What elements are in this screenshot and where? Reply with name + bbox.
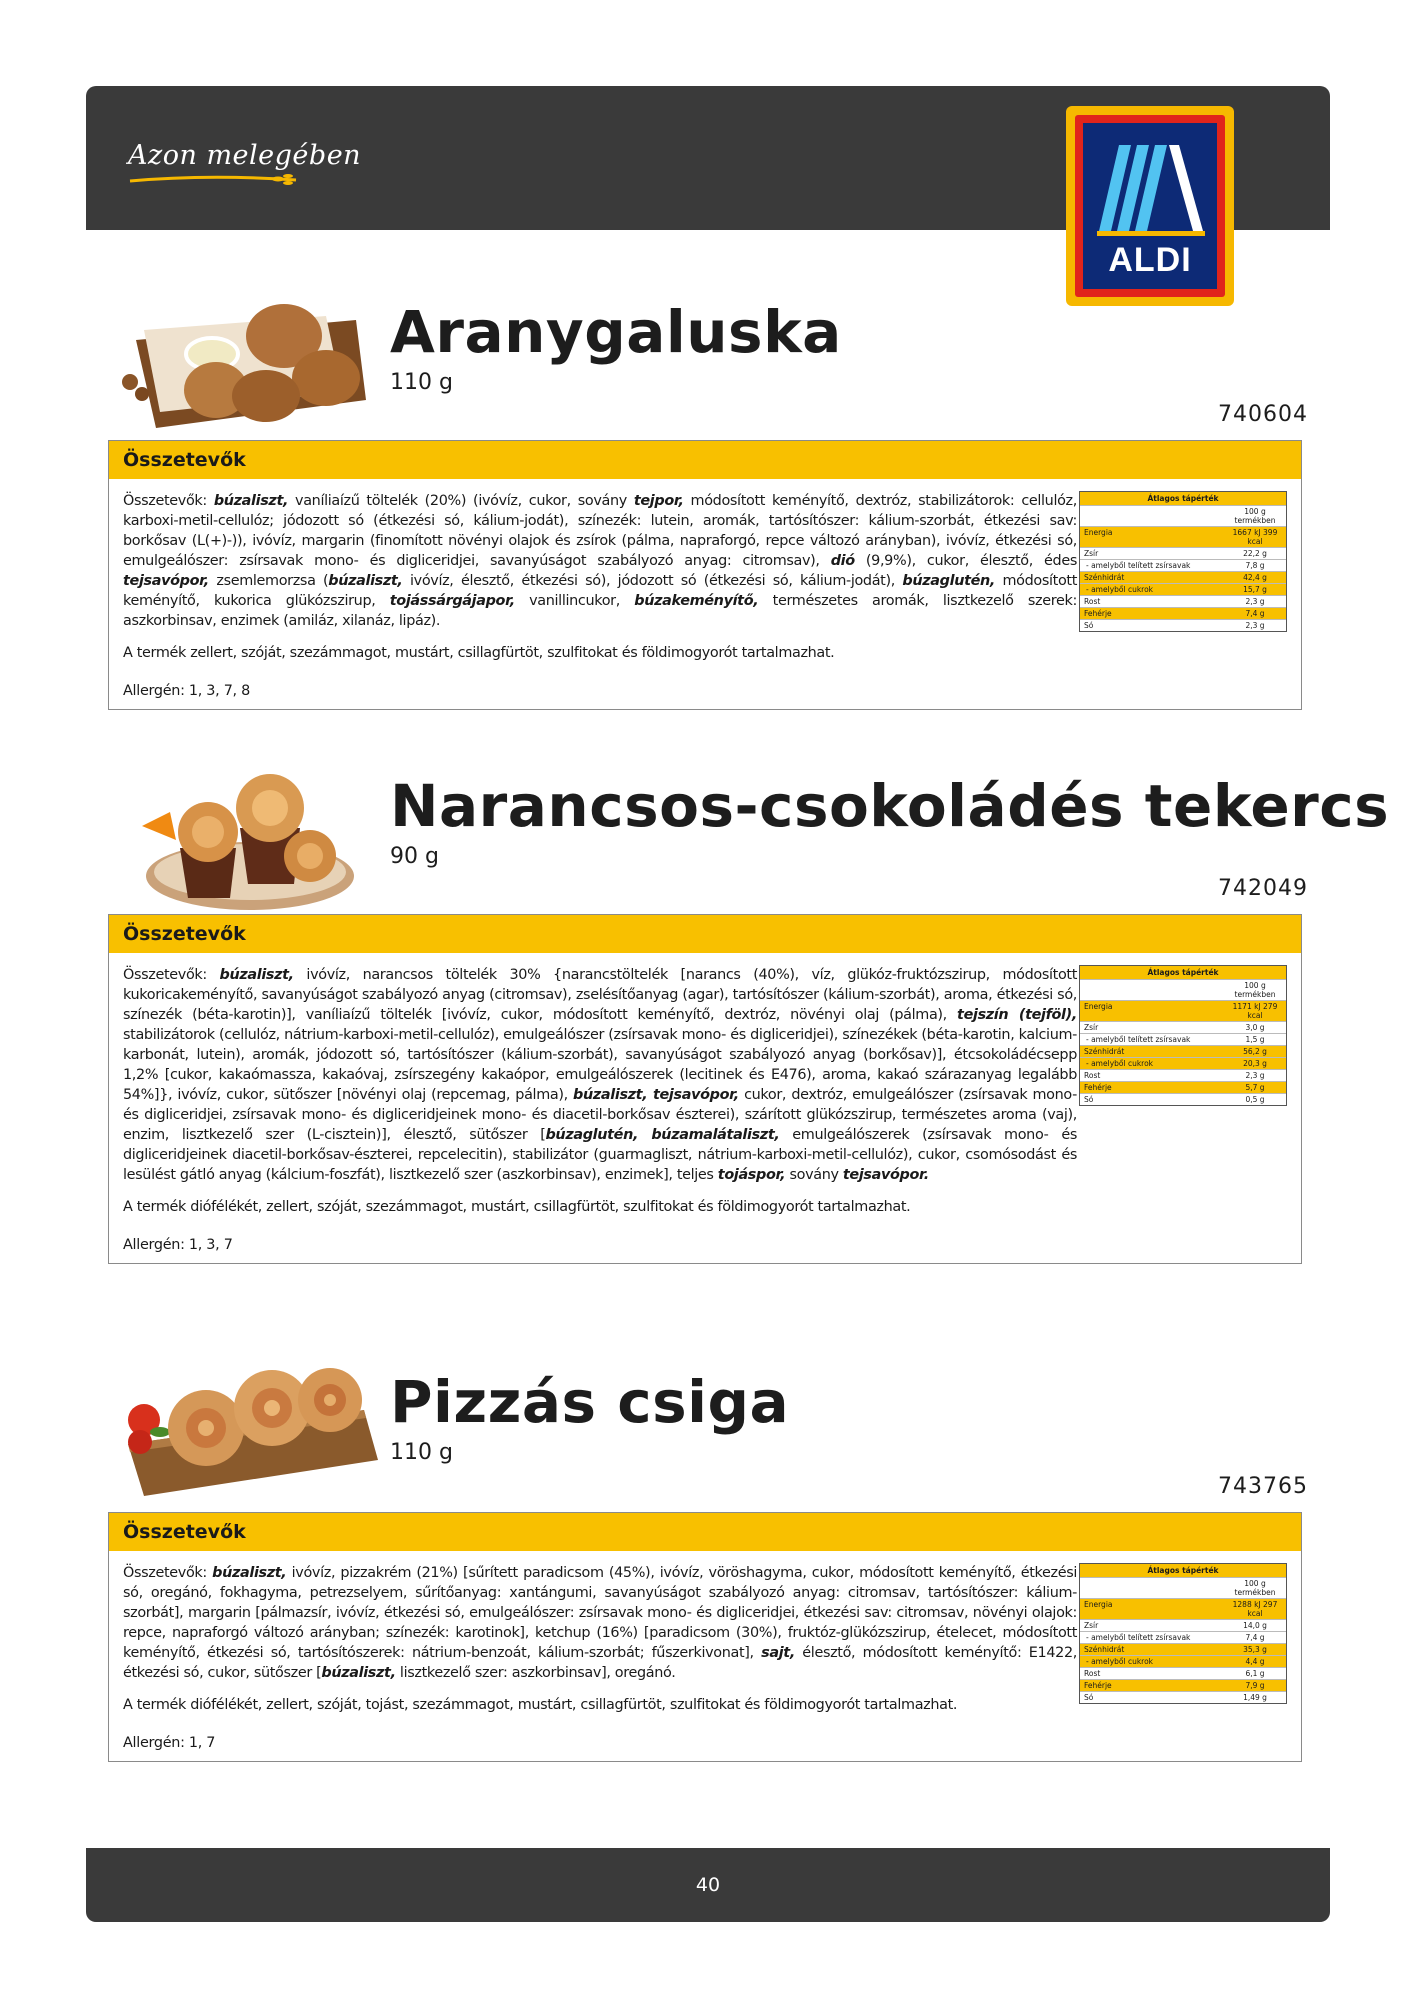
ingredient-text: Összetevők:: [123, 967, 220, 983]
may-contain-text: A termék diófélékét, zellert, szóját, tojást, szezámmagot, mustárt, csillagfürtöt, szulfitokat és földimogyorót tartalmazhat.: [123, 1697, 958, 1713]
product-weight: 90 g: [390, 844, 439, 869]
nutrition-value: 1667 kJ 399 kcal: [1232, 528, 1278, 546]
ingredients-heading: Összetevők: [109, 441, 1301, 479]
ingredients-box: [108, 914, 1302, 1264]
ingredient-text: Összetevők:: [123, 1565, 213, 1581]
nutrition-label: Fehérje: [1084, 609, 1112, 618]
ingredients-text: [123, 1563, 1077, 1683]
nutrition-label: Rost: [1084, 1669, 1101, 1678]
nutrition-label: Szénhidrát: [1084, 1645, 1125, 1654]
nutrition-column-header: 100 g termékben: [1234, 1579, 1276, 1597]
allergen-ingredient: búzaliszt, tejsavópor,: [573, 1087, 739, 1103]
nutrition-value: 0,5 g: [1245, 1095, 1265, 1104]
ingredient-text: ivóvíz, pizzakrém (21%) [sűrített paradicsom (45%), ivóvíz, vöröshagyma, cukor, módosított keményítő, étkezési só, oregánó, fokhagyma, petrezselyem, sűrítőanyag: xantángumi, savanyúságot szabályozó anyag: citromsav, tartósítószer: kálium-szorbát], margarin [pálmazsír, ivóvíz, étkezési só, emulgeálószer: zsírsavak mono- és digliceridjei, étkezési sav: citromsav, növényi olajok: repce, napraforgó változó arányban; színezék: karotinok], ketchup (16%) [paradicsom (30%), fruktóz-glükózszirup, ételecet, módosított keményítő, étkezési só, tartósítószerek: nátrium-benzoát, kálium-szorbát; fűszerkivonat],: [123, 1565, 1078, 1661]
nutrition-value: 6,1 g: [1245, 1669, 1265, 1678]
ingredient-text: ivóvíz, narancsos töltelék 30% {narancstöltelék [narancs (40%), víz, glükóz-fruktózszirup, módosított kukoricakeményítő, savanyúságot szabályozó anyag (citromsav), zselésítőanyag (agar), tartósítószer (kálium-szorbát), aroma, étkezési só, színezék (béta-karotin)], vaníliaízű töltelék [ivóvíz, cukor, módosított keményítő, dextróz, növényi olaj (pálma),: [123, 967, 1077, 1023]
nutrition-row: [1080, 1033, 1286, 1045]
nutrition-table: [1079, 965, 1287, 1106]
ingredients-text: [123, 965, 1077, 1185]
allergen-ingredient: búzaliszt,: [219, 967, 294, 983]
nutrition-row: [1080, 1667, 1286, 1679]
nutrition-label: Só: [1084, 621, 1094, 630]
nutrition-label: Zsír: [1084, 1621, 1099, 1630]
allergen-ingredient: búzaliszt,: [213, 493, 289, 509]
allergen-ingredient: búzaliszt,: [212, 1565, 287, 1581]
nutrition-value: 56,2 g: [1243, 1047, 1267, 1056]
nutrition-label: - amelyből telített zsírsavak: [1086, 561, 1191, 570]
nutrition-value: 15,7 g: [1243, 585, 1267, 594]
nutrition-value: 1171 kJ 279 kcal: [1232, 1002, 1278, 1020]
product-title: Aranygaluska: [390, 298, 842, 366]
nutrition-label: - amelyből telített zsírsavak: [1086, 1633, 1191, 1642]
allergen-ingredient: tejsavópor.: [842, 1167, 929, 1183]
nutrition-value: 3,0 g: [1245, 1023, 1265, 1032]
wheat-icon: [128, 172, 298, 186]
ingredient-text: cukor, dextróz, emulgeálószer (zsírsavak mono- és digliceridjei, zsírsavak mono- és digliceridjeinek mono- és diacetil-borkősav észterei), szárított glükózszirup, természetes aroma (vaj), enzim, lisztkezelő szer (L-cisztein)], élesztő, sütőszer [: [123, 1087, 1077, 1143]
nutrition-row: [1080, 571, 1286, 583]
ingredients-box: [108, 1512, 1302, 1762]
nutrition-table: [1079, 1563, 1287, 1704]
nutrition-row: [1080, 1093, 1286, 1105]
nutrition-value: 7,4 g: [1245, 1633, 1265, 1642]
allergen-ingredient: dió: [830, 553, 855, 569]
nutrition-label: Só: [1084, 1095, 1094, 1104]
nutrition-value: 1,49 g: [1243, 1693, 1267, 1702]
nutrition-value: 2,3 g: [1245, 621, 1265, 630]
nutrition-value: 5,7 g: [1245, 1083, 1265, 1092]
nutrition-value: 22,2 g: [1243, 549, 1267, 558]
nutrition-row: [1080, 1598, 1286, 1619]
nutrition-header: Átlagos tápérték: [1080, 1564, 1286, 1577]
nutrition-label: - amelyből cukrok: [1086, 585, 1154, 594]
ingredient-text: sovány: [785, 1167, 843, 1183]
product-title: Narancsos-csokoládés tekercs: [390, 772, 1390, 840]
nutrition-row: [1080, 1057, 1286, 1069]
nutrition-value: 1288 kJ 297 kcal: [1232, 1600, 1278, 1618]
nutrition-row: [1080, 583, 1286, 595]
nutrition-value: 7,8 g: [1245, 561, 1265, 570]
allergen-text: Allergén: 1, 3, 7: [123, 1237, 233, 1253]
nutrition-row: [1080, 979, 1286, 1000]
ingredient-text: vanillincukor,: [514, 593, 635, 609]
brand-slogan: Azon melegében: [128, 140, 362, 171]
product-title: Pizzás csiga: [390, 1368, 790, 1436]
nutrition-label: Rost: [1084, 597, 1101, 606]
allergen-ingredient: tejpor,: [633, 493, 684, 509]
pizzas-csiga-image: [114, 1340, 382, 1498]
product-code: 742049: [1218, 876, 1308, 901]
nutrition-row: [1080, 607, 1286, 619]
allergen-text: Allergén: 1, 3, 7, 8: [123, 683, 250, 699]
nutrition-value: 35,3 g: [1243, 1645, 1267, 1654]
allergen-ingredient: tojáspor,: [717, 1167, 786, 1183]
nutrition-column-header: 100 g termékben: [1234, 507, 1276, 525]
ingredient-text: lisztkezelő szer: aszkorbinsav], oregánó.: [395, 1665, 676, 1681]
page-number: 40: [695, 1874, 721, 1896]
nutrition-label: - amelyből cukrok: [1086, 1657, 1154, 1666]
allergen-ingredient: tojássárgájapor,: [389, 593, 515, 609]
nutrition-row: [1080, 526, 1286, 547]
nutrition-row: [1080, 1069, 1286, 1081]
nutrition-value: 2,3 g: [1245, 1071, 1265, 1080]
may-contain-text: A termék zellert, szóját, szezámmagot, mustárt, csillagfürtöt, szulfitokat és földimogyorót tartalmazhat.: [123, 645, 835, 661]
allergen-ingredient: búzakeményítő,: [634, 593, 759, 609]
ingredients-heading: Összetevők: [109, 915, 1301, 953]
nutrition-label: Zsír: [1084, 549, 1099, 558]
nutrition-label: Fehérje: [1084, 1083, 1112, 1092]
ingredient-text: természetes aromák, lisztkezelő szerek: aszkorbinsav, enzimek (amiláz, xilanáz, lipáz).: [123, 593, 1077, 629]
nutrition-label: Só: [1084, 1693, 1094, 1702]
nutrition-row: [1080, 547, 1286, 559]
nutrition-table: [1079, 491, 1287, 632]
nutrition-value: 1,5 g: [1245, 1035, 1265, 1044]
nutrition-value: 42,4 g: [1243, 573, 1267, 582]
nutrition-value: 7,4 g: [1245, 609, 1265, 618]
nutrition-row: [1080, 559, 1286, 571]
product-weight: 110 g: [390, 1440, 453, 1465]
nutrition-blank: [1080, 506, 1224, 526]
narancsos-tekercs-image: [140, 748, 358, 916]
ingredient-text: élesztő, módosított keményítő: E1422, étkezési só, cukor, sütőszer [: [123, 1645, 1078, 1681]
nutrition-row: [1080, 619, 1286, 631]
product-code: 740604: [1218, 402, 1308, 427]
ingredient-text: (9,9%), cukor, élesztő, édes: [854, 553, 1077, 569]
ingredient-text: vaníliaízű töltelék (20%) (ivóvíz, cukor, sovány: [288, 493, 634, 509]
nutrition-header: Átlagos tápérték: [1080, 492, 1286, 505]
nutrition-label: Energia: [1084, 1002, 1113, 1011]
allergen-ingredient: tejsavópor,: [123, 573, 209, 589]
nutrition-label: - amelyből telített zsírsavak: [1086, 1035, 1191, 1044]
ingredient-text: módosított keményítő, dextróz, stabilizátorok: cellulóz, karboxi-metil-cellulóz; jódozott só (étkezési só, kálium-jodát), színezék: lutein, aromák, tartósítószer: kálium-szorbát, étkezési sav: borkősav (L(+)-)), ivóvíz, margarin (finomított növényi olajok és zsírok (pálma, napraforgó, repce változó arányban), ivóvíz, étkezési só, emulgeálószer: zsírsavak mono- és digliceridjei, savanyúságot szabályozó anyag: citromsav),: [123, 493, 1077, 569]
nutrition-label: Szénhidrát: [1084, 1047, 1125, 1056]
nutrition-row: [1080, 1000, 1286, 1021]
may-contain-text: A termék diófélékét, zellert, szóját, szezámmagot, mustárt, csillagfürtöt, szulfitokat és földimogyorót tartalmazhat.: [123, 1199, 911, 1215]
ingredient-text: zsemlemorzsa (: [208, 573, 329, 589]
nutrition-label: Fehérje: [1084, 1681, 1112, 1690]
allergen-ingredient: tejszín (tejföl),: [957, 1007, 1077, 1023]
allergen-ingredient: búzaglutén, búzamalátaliszt,: [545, 1127, 780, 1143]
nutrition-row: [1080, 1643, 1286, 1655]
nutrition-label: Energia: [1084, 528, 1113, 537]
ingredient-text: stabilizátorok (cellulóz, nátrium-karboxi-metil-cellulóz), emulgeálószer (zsírsavak mono- és digliceridjei), színezékek (béta-karotin, kalcium-karbonát, lutein), aromák, jódozott só, tartósítószer (kálium-szorbát), savanyúságot szabályozó anyag (borkősav)], étcsokoládécsepp 1,2% [cukor, kakaómassza, kakaóvaj, zsírszegény kakaópor, emulgeálószerek (lecitinek és E476), aroma, kakaó szárazanyag legalább 54%]}, ivóvíz, cukor, sütőszer [növényi olaj (repcemag, pálma),: [123, 1027, 1077, 1103]
nutrition-row: [1080, 1021, 1286, 1033]
nutrition-value: 4,4 g: [1245, 1657, 1265, 1666]
ingredient-text: ivóvíz, élesztő, étkezési só), jódozott só (étkezési só, kálium-jodát),: [402, 573, 903, 589]
aldi-logo-word: ALDI: [1108, 241, 1192, 279]
nutrition-column-header: 100 g termékben: [1234, 981, 1276, 999]
nutrition-row: [1080, 1577, 1286, 1598]
product-code: 743765: [1218, 1474, 1308, 1499]
nutrition-row: [1080, 1045, 1286, 1057]
nutrition-row: [1080, 1691, 1286, 1703]
ingredients-heading: Összetevők: [109, 1513, 1301, 1551]
nutrition-label: Szénhidrát: [1084, 573, 1125, 582]
allergen-ingredient: búzaliszt,: [328, 573, 403, 589]
nutrition-blank: [1080, 980, 1224, 1000]
allergen-ingredient: sajt,: [761, 1645, 795, 1661]
nutrition-row: [1080, 1655, 1286, 1667]
ingredient-text: emulgeálószerek (zsírsavak mono- és digliceridjeinek diacetil-borkősav-észterei, repcelecitin), stabilizátor (guarmagliszt, nátrium-karboxi-metil-cellulóz), cukor, csomósodást és lesülést gátló anyag (kálcium-foszfát), lisztkezelő szer (aszkorbinsav), enzimek], teljes: [123, 1127, 1077, 1183]
aranygaluska-image: [116, 270, 378, 430]
nutrition-label: Rost: [1084, 1071, 1101, 1080]
nutrition-value: 20,3 g: [1243, 1059, 1267, 1068]
nutrition-label: Zsír: [1084, 1023, 1099, 1032]
ingredient-text: Összetevők:: [123, 493, 214, 509]
nutrition-row: [1080, 1679, 1286, 1691]
allergen-text: Allergén: 1, 7: [123, 1735, 216, 1751]
nutrition-value: 2,3 g: [1245, 597, 1265, 606]
nutrition-row: [1080, 505, 1286, 526]
aldi-logo: [1066, 106, 1234, 306]
ingredients-box: [108, 440, 1302, 710]
nutrition-header: Átlagos tápérték: [1080, 966, 1286, 979]
nutrition-row: [1080, 1081, 1286, 1093]
allergen-ingredient: búzaliszt,: [321, 1665, 396, 1681]
product-weight: 110 g: [390, 370, 453, 395]
allergen-ingredient: búzaglutén,: [902, 573, 996, 589]
nutrition-row: [1080, 1631, 1286, 1643]
nutrition-row: [1080, 595, 1286, 607]
nutrition-label: - amelyből cukrok: [1086, 1059, 1154, 1068]
nutrition-label: Energia: [1084, 1600, 1113, 1609]
ingredients-text: [123, 491, 1077, 631]
nutrition-value: 14,0 g: [1243, 1621, 1267, 1630]
nutrition-value: 7,9 g: [1245, 1681, 1265, 1690]
footer-bar: [86, 1848, 1330, 1922]
nutrition-row: [1080, 1619, 1286, 1631]
ingredient-text: módosított keményítő, kukorica glükózszirup,: [123, 573, 1077, 609]
nutrition-blank: [1080, 1578, 1224, 1598]
